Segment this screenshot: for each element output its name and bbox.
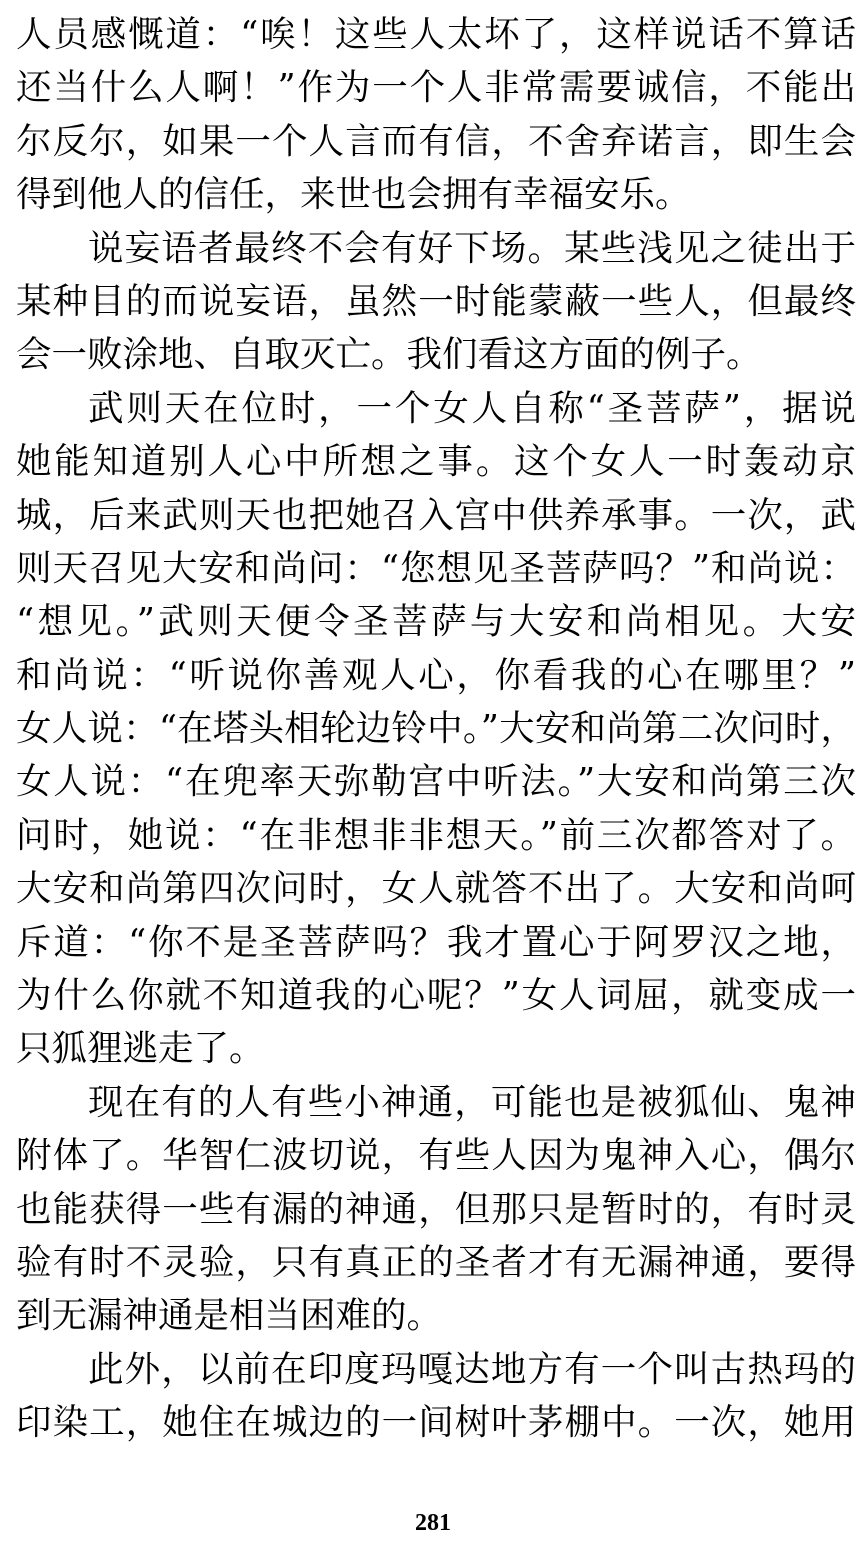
text-line: 附体了。华智仁波切说，有些人因为鬼神入心，偶尔 [16, 1135, 856, 1177]
text-line: 验有时不灵验，只有真正的圣者才有无漏神通，要得 [16, 1241, 856, 1283]
text-line: 问时，她说：“在非想非非想天。”前三次都答对了。 [16, 814, 856, 856]
text-line: 印染工，她住在城边的一间树叶茅棚中。一次，她用 [16, 1402, 856, 1444]
text-line: 和尚说：“听说你善观人心，你看我的心在哪里？” [16, 654, 856, 696]
paragraph-first-line: 此外，以前在印度玛嘎达地方有一个叫古热玛的 [88, 1348, 856, 1390]
text-line: 也能获得一些有漏的神通，但那只是暂时的，有时灵 [16, 1188, 856, 1230]
text-line: 人员感慨道：“唉！这些人太坏了，这样说话不算话 [16, 14, 856, 55]
text-line: 女人说：“在塔头相轮边铃中。”大安和尚第二次问时， [16, 708, 856, 750]
book-page-body [16, 8, 856, 1450]
text-line: 会一败涂地、自取灭亡。我们看这方面的例子。 [16, 334, 762, 376]
page-number: 281 [415, 1510, 451, 1536]
paragraph-first-line: 武则天在位时，一个女人自称“圣菩萨”，据说 [88, 387, 856, 429]
text-line: 女人说：“在兜率天弥勒宫中听法。”大安和尚第三次 [16, 761, 856, 803]
text-line: 只狐狸逃走了。 [16, 1028, 265, 1070]
text-line: 斥道：“你不是圣菩萨吗？我才置心于阿罗汉之地， [16, 921, 856, 963]
text-line: 到无漏神通是相当困难的。 [16, 1295, 443, 1337]
paragraph-first-line: 说妄语者最终不会有好下场。某些浅见之徒出于 [88, 227, 856, 269]
text-line: 大安和尚第四次问时，女人就答不出了。大安和尚呵 [16, 868, 856, 910]
text-line: 得到他人的信任，来世也会拥有幸福安乐。 [16, 174, 691, 216]
text-line: 则天召见大安和尚问：“您想见圣菩萨吗？”和尚说： [16, 547, 856, 589]
text-line: 还当什么人啊！”作为一个人非常需要诚信，不能出 [16, 67, 856, 109]
text-line: 为什么你就不知道我的心呢？”女人词屈，就变成一 [16, 975, 856, 1017]
text-line: 城，后来武则天也把她召入宫中供养承事。一次，武 [16, 494, 856, 536]
paragraph-first-line: 现在有的人有些小神通，可能也是被狐仙、鬼神 [88, 1081, 856, 1123]
text-line: 她能知道别人心中所想之事。这个女人一时轰动京 [16, 441, 856, 483]
text-line: 尔反尔，如果一个人言而有信，不舍弃诺言，即生会 [16, 120, 856, 162]
text-line: 某种目的而说妄语，虽然一时能蒙蔽一些人，但最终 [16, 280, 856, 322]
text-line: “想见。”武则天便令圣菩萨与大安和尚相见。大安 [16, 601, 856, 643]
